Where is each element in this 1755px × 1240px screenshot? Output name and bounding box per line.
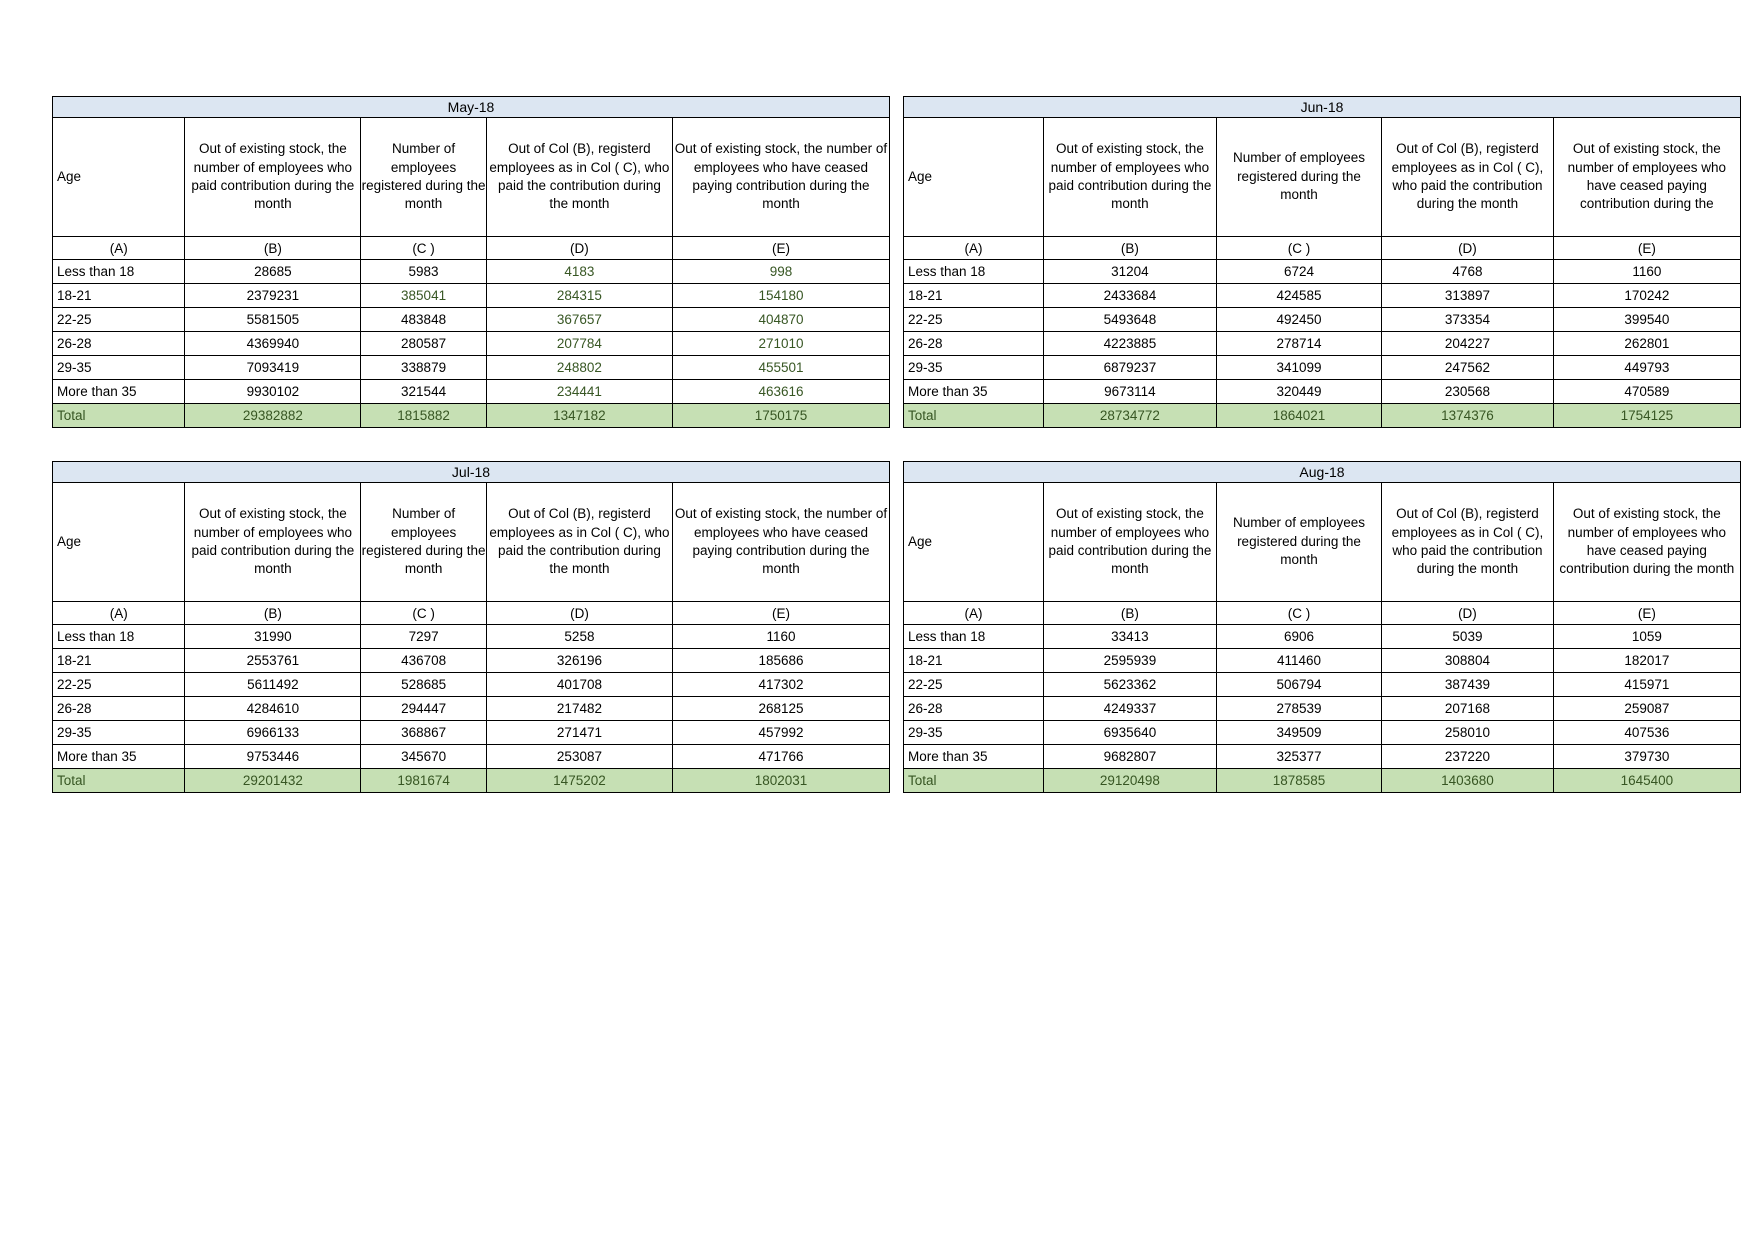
cell-b: 31990 [185,625,361,649]
column-letter-row [53,237,890,260]
total-c: 1815882 [361,404,487,428]
cell-b: 7093419 [185,356,361,380]
total-b: 28734772 [1044,404,1217,428]
table-may-18 [52,96,890,428]
table-row [53,260,890,284]
cell-c: 278714 [1216,332,1381,356]
cell-b: 5623362 [1044,673,1217,697]
table-title-row [53,462,890,483]
cell-d: 367657 [486,308,672,332]
cell-age: More than 35 [53,380,185,404]
header-col-e: Out of existing stock, the number of employees who have ceased paying contribution during the month [673,483,890,602]
cell-c: 385041 [361,284,487,308]
letter-a: (A) [53,237,185,260]
cell-c: 294447 [361,697,487,721]
cell-age: 29-35 [53,356,185,380]
cell-age: Less than 18 [53,625,185,649]
letter-d: (D) [1382,602,1553,625]
letter-c: (C ) [361,237,487,260]
cell-d: 4183 [486,260,672,284]
cell-e: 1160 [673,625,890,649]
header-col-e: Out of existing stock, the number of employees who have ceased paying contribution during the [1553,118,1740,237]
header-col-d: Out of Col (B), registerd employees as in Col ( C), who paid the contribution during the month [486,118,672,237]
cell-age: Less than 18 [904,260,1044,284]
table-total-row [53,404,890,428]
letter-a: (A) [904,237,1044,260]
cell-e: 417302 [673,673,890,697]
cell-b: 2553761 [185,649,361,673]
cell-e: 268125 [673,697,890,721]
table-total-row [904,769,1741,793]
letter-c: (C ) [361,602,487,625]
table-row [53,284,890,308]
table-row [904,284,1741,308]
table-row [904,625,1741,649]
cell-b: 31204 [1044,260,1217,284]
cell-d: 237220 [1382,745,1553,769]
cell-c: 278539 [1216,697,1381,721]
cell-age: 26-28 [904,332,1044,356]
cell-d: 234441 [486,380,672,404]
letter-d: (D) [486,602,672,625]
cell-age: 22-25 [904,673,1044,697]
cell-b: 4369940 [185,332,361,356]
cell-e: 407536 [1553,721,1740,745]
cell-b: 9673114 [1044,380,1217,404]
cell-c: 368867 [361,721,487,745]
cell-d: 313897 [1382,284,1553,308]
tables-grid [52,96,1735,793]
cell-c: 6906 [1216,625,1381,649]
cell-age: More than 35 [904,380,1044,404]
cell-e: 262801 [1553,332,1740,356]
cell-e: 185686 [673,649,890,673]
table-title-row [53,97,890,118]
letter-c: (C ) [1216,602,1381,625]
cell-b: 2433684 [1044,284,1217,308]
cell-d: 5039 [1382,625,1553,649]
cell-age: 18-21 [53,284,185,308]
cell-e: 404870 [672,308,889,332]
cell-c: 492450 [1216,308,1381,332]
cell-age: 18-21 [53,649,185,673]
cell-e: 182017 [1553,649,1740,673]
cell-c: 320449 [1216,380,1381,404]
table-aug-18 [903,461,1741,793]
table-row [904,308,1741,332]
cell-d: 207784 [486,332,672,356]
table-row [53,649,890,673]
table-row [53,625,890,649]
table-row [904,332,1741,356]
header-col-c: Number of employees registered during the month [361,118,487,237]
letter-b: (B) [185,237,361,260]
cell-e: 271010 [672,332,889,356]
cell-c: 411460 [1216,649,1381,673]
cell-b: 28685 [185,260,361,284]
cell-d: 253087 [486,745,672,769]
table-row [53,332,890,356]
cell-e: 170242 [1553,284,1740,308]
header-col-e: Out of existing stock, the number of employees who have ceased paying contribution during the month [1553,483,1740,602]
cell-age: More than 35 [53,745,185,769]
cell-b: 2595939 [1044,649,1217,673]
cell-e: 457992 [673,721,890,745]
header-col-c: Number of employees registered during the month [1216,483,1381,602]
cell-d: 5258 [486,625,672,649]
table-row [53,721,890,745]
total-e: 1645400 [1553,769,1740,793]
cell-d: 284315 [486,284,672,308]
table-title: May-18 [53,97,890,118]
table-total-row [904,404,1741,428]
cell-d: 387439 [1382,673,1553,697]
total-d: 1403680 [1382,769,1553,793]
cell-age: 26-28 [53,697,185,721]
cell-b: 5493648 [1044,308,1217,332]
cell-c: 528685 [361,673,487,697]
cell-c: 341099 [1216,356,1381,380]
table-row [904,356,1741,380]
total-e: 1754125 [1553,404,1740,428]
letter-b: (B) [1044,602,1217,625]
cell-e: 1160 [1553,260,1740,284]
header-col-b: Out of existing stock, the number of employees who paid contribution during the month [1044,483,1217,602]
cell-age: 18-21 [904,649,1044,673]
cell-e: 415971 [1553,673,1740,697]
letter-e: (E) [1553,237,1740,260]
cell-age: Less than 18 [53,260,185,284]
cell-b: 6966133 [185,721,361,745]
cell-age: 29-35 [53,721,185,745]
total-b: 29382882 [185,404,361,428]
cell-e: 1059 [1553,625,1740,649]
cell-e: 154180 [672,284,889,308]
header-col-b: Out of existing stock, the number of employees who paid contribution during the month [185,483,361,602]
total-b: 29120498 [1044,769,1217,793]
header-age: Age [53,118,185,237]
table-title: Jul-18 [53,462,890,483]
table-row [904,673,1741,697]
header-age: Age [904,118,1044,237]
table-row [53,745,890,769]
cell-d: 230568 [1382,380,1553,404]
table-row [53,308,890,332]
cell-c: 280587 [361,332,487,356]
cell-b: 2379231 [185,284,361,308]
cell-c: 506794 [1216,673,1381,697]
cell-c: 338879 [361,356,487,380]
cell-age: 22-25 [904,308,1044,332]
column-letter-row [53,602,890,625]
cell-c: 321544 [361,380,487,404]
cell-e: 449793 [1553,356,1740,380]
header-age: Age [904,483,1044,602]
cell-b: 5611492 [185,673,361,697]
header-col-b: Out of existing stock, the number of employees who paid contribution during the month [1044,118,1217,237]
cell-age: Less than 18 [904,625,1044,649]
total-label: Total [904,404,1044,428]
total-d: 1475202 [486,769,672,793]
cell-d: 217482 [486,697,672,721]
letter-d: (D) [1382,237,1553,260]
total-c: 1981674 [361,769,487,793]
letter-b: (B) [185,602,361,625]
table-title: Jun-18 [904,97,1741,118]
cell-age: 22-25 [53,673,185,697]
total-b: 29201432 [185,769,361,793]
cell-e: 455501 [672,356,889,380]
header-col-c: Number of employees registered during the month [1216,118,1381,237]
cell-c: 483848 [361,308,487,332]
cell-c: 5983 [361,260,487,284]
cell-d: 248802 [486,356,672,380]
cell-b: 6879237 [1044,356,1217,380]
cell-age: 18-21 [904,284,1044,308]
header-col-d: Out of Col (B), registerd employees as in Col ( C), who paid the contribution during the month [1382,483,1553,602]
header-col-d: Out of Col (B), registerd employees as in Col ( C), who paid the contribution during the month [486,483,672,602]
cell-e: 470589 [1553,380,1740,404]
cell-age: 26-28 [904,697,1044,721]
total-label: Total [53,769,185,793]
cell-e: 471766 [673,745,890,769]
table-header-row [904,118,1741,237]
cell-d: 401708 [486,673,672,697]
table-row [53,673,890,697]
total-d: 1374376 [1382,404,1553,428]
cell-c: 424585 [1216,284,1381,308]
table-row [53,380,890,404]
header-col-c: Number of employees registered during the month [361,483,487,602]
cell-d: 4768 [1382,260,1553,284]
cell-age: 29-35 [904,721,1044,745]
letter-a: (A) [53,602,185,625]
total-c: 1878585 [1216,769,1381,793]
cell-c: 7297 [361,625,487,649]
table-jun-18 [903,96,1741,428]
table-header-row [904,483,1741,602]
cell-d: 308804 [1382,649,1553,673]
cell-c: 349509 [1216,721,1381,745]
total-e: 1750175 [672,404,889,428]
cell-d: 271471 [486,721,672,745]
letter-e: (E) [1553,602,1740,625]
cell-c: 325377 [1216,745,1381,769]
cell-d: 373354 [1382,308,1553,332]
total-label: Total [904,769,1044,793]
table-row [904,380,1741,404]
letter-a: (A) [904,602,1044,625]
cell-e: 259087 [1553,697,1740,721]
table-row [53,697,890,721]
table-title-row [904,97,1741,118]
cell-b: 6935640 [1044,721,1217,745]
total-e: 1802031 [673,769,890,793]
cell-d: 247562 [1382,356,1553,380]
cell-b: 33413 [1044,625,1217,649]
letter-e: (E) [673,602,890,625]
total-d: 1347182 [486,404,672,428]
cell-b: 4249337 [1044,697,1217,721]
table-row [904,697,1741,721]
cell-age: More than 35 [904,745,1044,769]
cell-d: 258010 [1382,721,1553,745]
cell-d: 207168 [1382,697,1553,721]
letter-c: (C ) [1216,237,1381,260]
table-row [53,356,890,380]
table-row [904,260,1741,284]
cell-d: 326196 [486,649,672,673]
table-header-row [53,483,890,602]
table-row [904,649,1741,673]
header-col-e: Out of existing stock, the number of employees who have ceased paying contribution during the month [672,118,889,237]
cell-c: 436708 [361,649,487,673]
table-row [904,721,1741,745]
table-header-row [53,118,890,237]
cell-b: 5581505 [185,308,361,332]
header-col-d: Out of Col (B), registerd employees as in Col ( C), who paid the contribution during the month [1382,118,1553,237]
cell-age: 22-25 [53,308,185,332]
header-col-b: Out of existing stock, the number of employees who paid contribution during the month [185,118,361,237]
cell-e: 379730 [1553,745,1740,769]
total-label: Total [53,404,185,428]
column-letter-row [904,237,1741,260]
cell-b: 9682807 [1044,745,1217,769]
letter-d: (D) [486,237,672,260]
cell-c: 345670 [361,745,487,769]
table-title: Aug-18 [904,462,1741,483]
cell-e: 998 [672,260,889,284]
table-title-row [904,462,1741,483]
cell-b: 4284610 [185,697,361,721]
cell-b: 4223885 [1044,332,1217,356]
cell-d: 204227 [1382,332,1553,356]
total-c: 1864021 [1216,404,1381,428]
cell-b: 9753446 [185,745,361,769]
cell-age: 29-35 [904,356,1044,380]
cell-e: 463616 [672,380,889,404]
letter-b: (B) [1044,237,1217,260]
table-jul-18 [52,461,890,793]
cell-age: 26-28 [53,332,185,356]
header-age: Age [53,483,185,602]
table-row [904,745,1741,769]
table-total-row [53,769,890,793]
letter-e: (E) [672,237,889,260]
cell-e: 399540 [1553,308,1740,332]
cell-c: 6724 [1216,260,1381,284]
cell-b: 9930102 [185,380,361,404]
column-letter-row [904,602,1741,625]
